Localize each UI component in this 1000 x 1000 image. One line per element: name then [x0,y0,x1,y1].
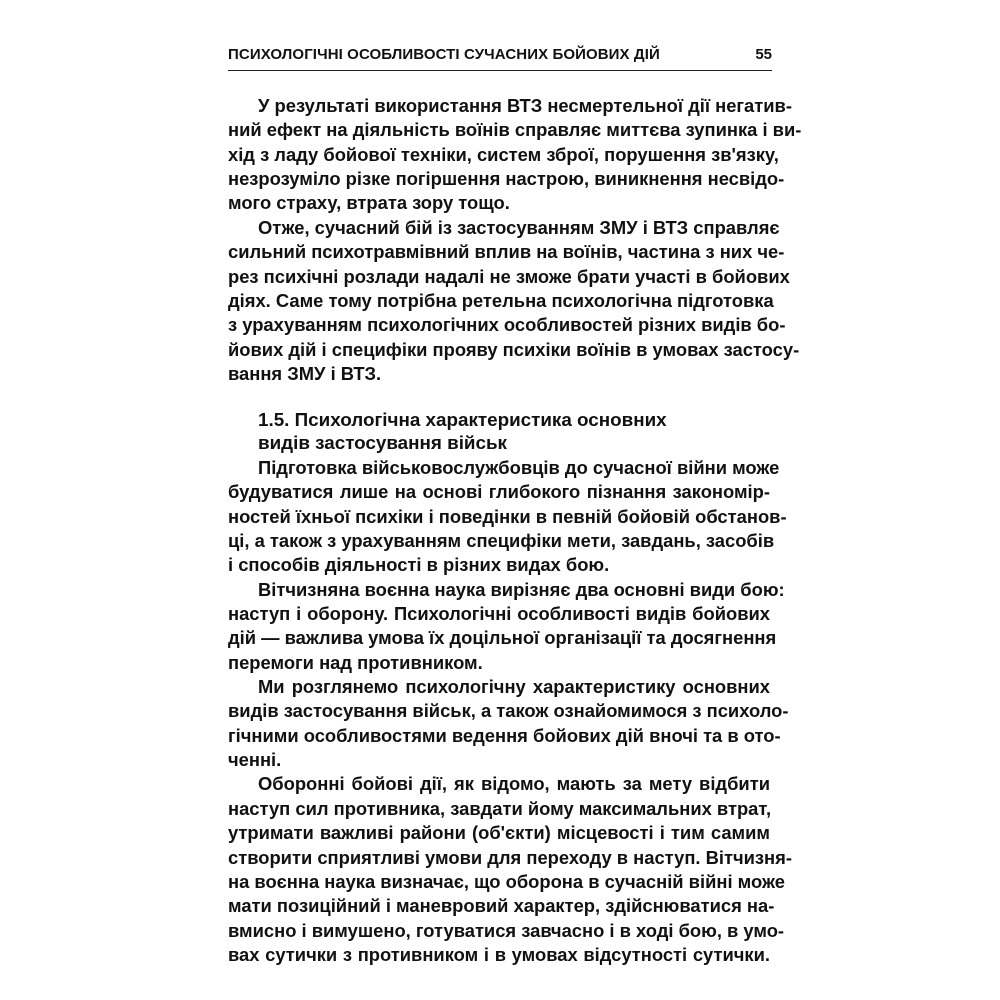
text-line: рез психічні розлади надалі не зможе брати участі в бойових [228,265,790,287]
page-number: 55 [755,46,772,63]
text-line: Підготовка військовослужбовців до сучасної війни може [258,456,780,478]
text-line: вах сутички з противником і в умовах відсутності сутички. [228,944,770,965]
text-line: дій — важлива умова їх доцільної організації та досягнення [228,627,777,649]
text-line: хід з ладу бойової техніки, систем зброї, порушення зв'язку, [228,143,779,165]
text-line: вання ЗМУ і ВТЗ. [228,362,382,384]
text-line: видів застосування військ, а також ознайомимося з психоло- [228,700,789,722]
text-line: Оборонні бойові дії, як відомо, мають за мету відбити [258,773,770,795]
running-header [228,44,772,71]
text-line: на воєнна наука визначає, що оборона в сучасній війні може [228,870,785,892]
text-line: ченні. [228,749,282,771]
text-line: і способів діяльності в різних видах бою. [228,554,610,576]
text-line: У результаті використання ВТЗ несмертельної дії негатив- [258,95,792,116]
text-line: ностей їхньої психіки і поведінки в певній бойовій обстанов- [228,505,787,527]
text-line: ці, а також з урахуванням специфіки мети, завдань, засобів [228,529,775,551]
text-line: створити сприятливі умови для переходу в наступ. Вітчизня- [228,846,792,868]
text-line: сильний психотравмівний вплив на воїнів, частина з них че- [228,241,785,263]
text-line: незрозуміло різке погіршення настрою, виникнення несвідо- [228,168,785,190]
text-line: будуватися лише на основі глибокого пізнання закономір- [228,481,770,503]
text-line: наступ сил противника, завдати йому максимальних втрат, [228,797,772,819]
text-line: перемоги над противником. [228,651,483,673]
text-line: Отже, сучасний бій із застосуванням ЗМУ і ВТЗ справляє [258,216,780,238]
section-heading-line-1: 1.5. Психологічна характеристика основних [258,408,667,430]
text-line: з урахуванням психологічних особливостей різних видів бо- [228,314,786,336]
text-line: Вітчизняна воєнна наука вирізняє два основні види бою: [258,578,785,600]
text-line: наступ і оборону. Психологічні особливості видів бойових [228,602,770,624]
running-header-title: ПСИХОЛОГІЧНІ ОСОБЛИВОСТІ СУЧАСНИХ БОЙОВИХ ДІЙ [228,46,660,63]
text-line: утримати важливі райони (об'єкти) місцевості і тим самим [228,822,770,844]
text-line: йових дій і специфіки прояву психіки воїнів в умовах застосу- [228,338,800,360]
text-line: мого страху, втрата зору тощо. [228,192,510,214]
text-line: вмисно і вимушено, готуватися завчасно і в ході бою, в умо- [228,919,785,941]
text-line: мати позиційний і маневровий характер, здійснюватися на- [228,895,775,917]
text-line: діях. Саме тому потрібна ретельна психологічна підготовка [228,289,774,311]
section-heading-line-2: видів застосування військ [258,432,507,454]
text-line: гічними особливостями ведення бойових дій вночі та в ото- [228,724,781,746]
text-line: ний ефект на діяльність воїнів справляє миттєва зупинка і ви- [228,119,802,141]
text-line: Ми розглянемо психологічну характеристику основних [258,676,770,698]
